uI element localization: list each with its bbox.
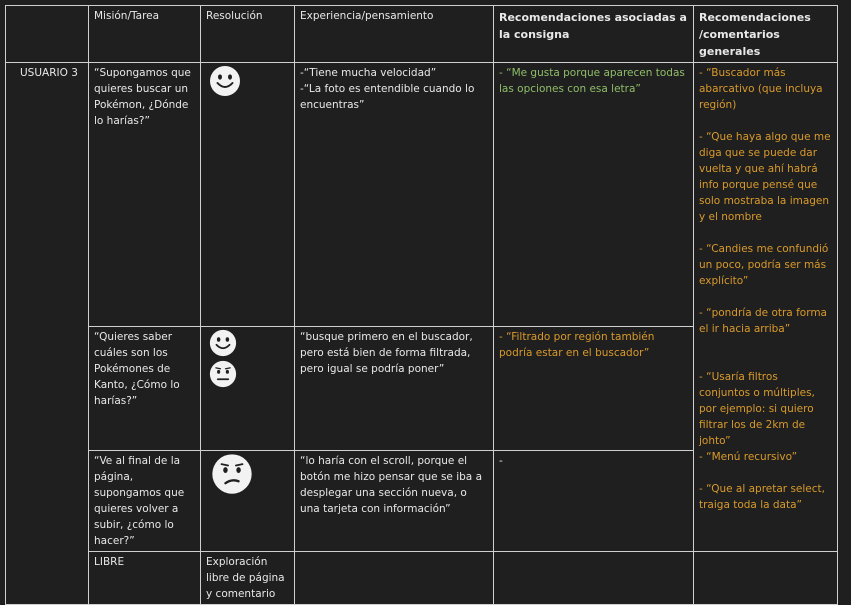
header-experience: Experiencia/pensamiento: [295, 6, 494, 63]
associated-recommendation-cell: [494, 552, 694, 605]
associated-recommendation-cell: - “Me gusta porque aparecen todas las opciones con esa letra”: [494, 63, 694, 327]
experience-line: -“Tiene mucha velocidad”: [300, 67, 437, 79]
mission-cell: “Quieres saber cuáles son los Pokémones de Kanto, ¿Cómo lo harías?”: [89, 327, 201, 451]
experience-cell: “lo haría con el scroll, porque el botón me hizo pensar que se iba a desplegar una sección nueva, o una tarjeta con información”: [295, 451, 494, 552]
experience-cell: “busque primero en el buscador, pero está bien de forma filtrada, pero igual se podría poner”: [295, 327, 494, 451]
resolution-cell: Exploración libre de página y comentario: [201, 552, 295, 605]
general-comment: - “Que haya algo que me diga que se puede dar vuelta y que ahí habrá info porque pensé que solo mostraba la imagen y el nombre: [699, 131, 831, 223]
experience-cell: [295, 63, 494, 327]
header-row: [6, 6, 838, 63]
happy-face-icon: [209, 65, 241, 97]
header-associated-recommendations: Recomendaciones asociadas a la consigna: [494, 6, 694, 63]
associated-recommendation-cell: -: [494, 451, 694, 552]
general-comment: - “pondría de otra forma el ir hacia arriba”: [699, 307, 827, 335]
resolution-cell: [201, 451, 295, 552]
resolution-cell: [201, 327, 295, 451]
mission-cell: “Ve al final de la página, supongamos que quieres volver a subir, ¿cómo lo hacer?”: [89, 451, 201, 552]
user-label: USUARIO 3: [6, 63, 89, 605]
general-comment: - “Menú recursivo”: [699, 451, 798, 463]
mission-cell: “Supongamos que quieres buscar un Pokémon, ¿Dónde lo harías?”: [89, 63, 201, 327]
mission-cell: LIBRE: [89, 552, 201, 605]
table-row: [6, 552, 838, 605]
header-resolution: Resolución: [201, 6, 295, 63]
confused-face-icon: [211, 453, 253, 495]
happy-face-icon: [209, 329, 237, 357]
general-recommendations-cell: [694, 63, 838, 552]
neutral-face-icon: [209, 360, 237, 388]
header-empty: [6, 6, 89, 63]
general-comment: - “Buscador más abarcativo (que incluya región): [699, 67, 823, 111]
resolution-cell: [201, 63, 295, 327]
general-comment: - “Que al apretar select, traiga toda la data”: [699, 483, 825, 511]
usability-test-table: [5, 5, 838, 605]
general-comment: - “Usaría filtros conjuntos o múltiples, por ejemplo: si quiero filtrar los de 2km de johto”: [699, 371, 815, 447]
experience-line: -“La foto es entendible cuando lo encuentras”: [300, 83, 475, 111]
general-comment: - “Candies me confundió un poco, podría ser más explícito”: [699, 243, 829, 287]
general-recommendations-cell: [694, 552, 838, 605]
header-mission: Misión/Tarea: [89, 6, 201, 63]
associated-recommendation-cell: - “Filtrado por región también podría estar en el buscador”: [494, 327, 694, 451]
experience-cell: [295, 552, 494, 605]
table-row: [6, 63, 838, 327]
header-general-recommendations: Recomendaciones /comentarios generales: [694, 6, 838, 63]
